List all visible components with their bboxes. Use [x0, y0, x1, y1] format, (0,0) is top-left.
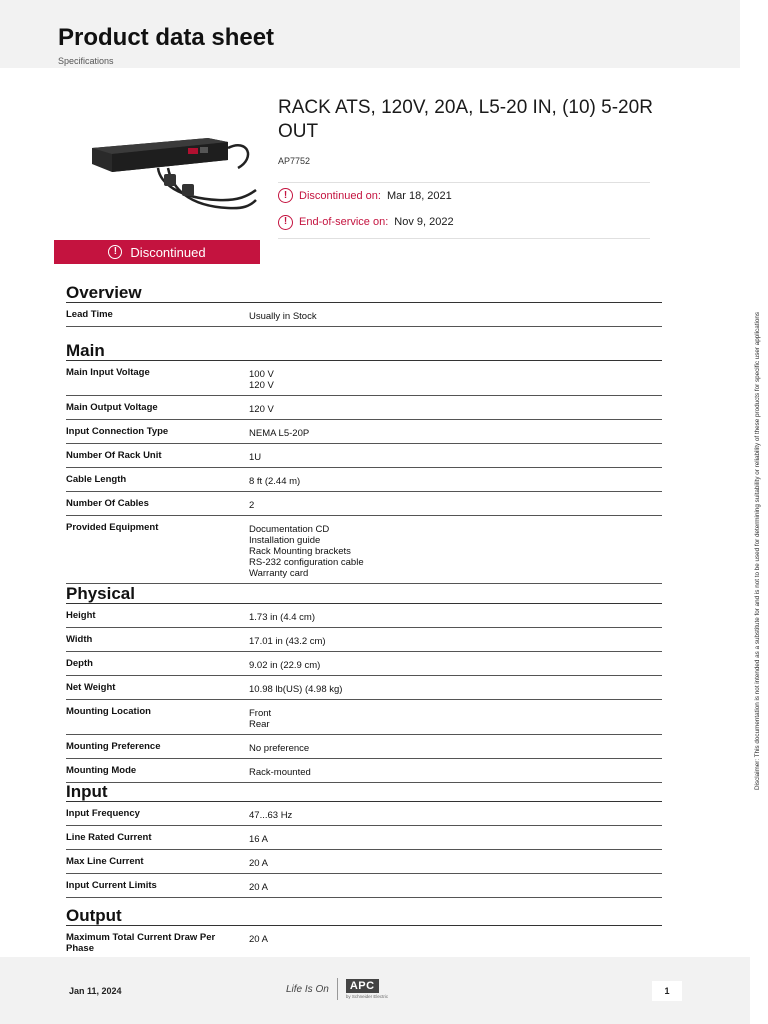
spec-value: Rear: [249, 719, 270, 730]
spec-values: [249, 610, 662, 623]
spec-row: [66, 303, 662, 327]
exclamation-circle-icon: !: [278, 215, 293, 230]
spec-row: [66, 361, 662, 396]
apc-logo: [346, 979, 388, 999]
discontinued-date-line: [278, 182, 650, 208]
spec-value: Rack Mounting brackets: [249, 546, 351, 557]
apc-subtext: by Schneider Electric: [345, 994, 389, 999]
spec-label: Provided Equipment: [66, 522, 159, 533]
spec-value: 1U: [249, 452, 262, 463]
spec-values: [249, 808, 662, 821]
status-label: Discontinued on:: [299, 189, 381, 202]
spec-label: Width: [66, 634, 93, 645]
spec-row: [66, 802, 662, 826]
spec-values: [249, 658, 662, 671]
section-input: [66, 782, 662, 898]
spec-values: [249, 932, 662, 954]
spec-values: [249, 856, 662, 869]
status-value: Mar 18, 2021: [386, 189, 452, 202]
status-label: End-of-service on:: [299, 216, 389, 228]
brand-logo: [286, 978, 388, 1000]
section-physical: [66, 584, 662, 783]
spec-label: Cable Length: [66, 474, 127, 485]
spec-label: Max Line Current: [66, 856, 144, 867]
spec-row: [66, 759, 662, 783]
spec-values: [249, 309, 662, 322]
spec-values: [249, 765, 662, 778]
spec-value: No preference: [249, 743, 310, 754]
spec-row: [66, 396, 662, 420]
spec-row: [66, 850, 662, 874]
discontinued-banner: [54, 240, 260, 264]
spec-label: Line Rated Current: [66, 832, 152, 843]
spec-row: [66, 700, 662, 735]
spec-value: Usually in Stock: [249, 311, 317, 322]
spec-values: [249, 450, 662, 463]
spec-value: RS-232 configuration cable: [249, 557, 364, 568]
spec-row: [66, 874, 662, 898]
spec-values: [249, 426, 662, 439]
page-number: 1: [652, 981, 682, 1001]
spec-row: [66, 926, 662, 958]
spec-value: Documentation CD: [249, 524, 330, 535]
spec-row: [66, 652, 662, 676]
section-title: Overview: [66, 283, 662, 303]
spec-value: 47...63 Hz: [249, 810, 293, 821]
spec-label: Depth: [66, 658, 93, 669]
spec-row: [66, 420, 662, 444]
exclamation-circle-icon: !: [278, 188, 293, 203]
spec-values: [249, 832, 662, 845]
spec-label: Input Frequency: [66, 808, 140, 819]
page-subtitle: Specifications: [58, 56, 114, 66]
spec-value: 20 A: [249, 858, 269, 869]
logo-divider: [337, 978, 338, 1000]
spec-value: 8 ft (2.44 m): [249, 476, 301, 487]
section-main: [66, 341, 662, 584]
spec-row: [66, 676, 662, 700]
spec-values: [249, 367, 662, 391]
spec-row: [66, 444, 662, 468]
spec-value: 2: [249, 500, 255, 511]
end-of-service-line: [278, 209, 650, 235]
spec-label: Lead Time: [66, 309, 113, 320]
section-title: Main: [66, 341, 662, 361]
disclaimer: Disclaimer: This documentation is not intended as a substitute for and is not to be used for determining suitability or reliability of these products for specific user applications: [754, 312, 761, 790]
spec-label: Mounting Mode: [66, 765, 137, 776]
spec-values: [249, 741, 662, 754]
spec-label: Net Weight: [66, 682, 116, 693]
tagline: Life Is On: [286, 983, 329, 995]
spec-values: [249, 880, 662, 893]
spec-row: [66, 492, 662, 516]
spec-value: Front: [249, 708, 272, 719]
spec-value: Rack-mounted: [249, 767, 311, 778]
spec-label: Mounting Preference: [66, 741, 161, 752]
spec-label: Mounting Location: [66, 706, 151, 717]
spec-values: [249, 474, 662, 487]
spec-values: [249, 706, 662, 730]
spec-value: 16 A: [249, 834, 269, 845]
spec-label: Height: [66, 610, 96, 621]
spec-values: [249, 498, 662, 511]
product-title: RACK ATS, 120V, 20A, L5-20 IN, (10) 5-20R OUT: [278, 97, 653, 142]
section-output: [66, 906, 662, 958]
spec-label: Input Current Limits: [66, 880, 157, 891]
section-title: Physical: [66, 584, 662, 604]
section-title: Output: [66, 906, 662, 926]
spec-value: 9.02 in (22.9 cm): [249, 660, 321, 671]
footer-date: Jan 11, 2024: [69, 986, 122, 996]
section-title: Input: [66, 782, 662, 802]
spec-values: [249, 522, 662, 579]
product-sku: AP7752: [278, 156, 311, 166]
spec-label: Main Output Voltage: [66, 402, 158, 413]
spec-row: [66, 468, 662, 492]
spec-values: [249, 402, 662, 415]
spec-label: Input Connection Type: [66, 426, 169, 437]
spec-label: Maximum Total Current Draw Per Phase: [66, 932, 216, 954]
status-value: Nov 9, 2022: [394, 216, 454, 228]
spec-value: Warranty card: [249, 568, 309, 579]
spec-row: [66, 628, 662, 652]
exclamation-circle-icon: !: [108, 245, 122, 259]
spec-row: [66, 604, 662, 628]
spec-value: Installation guide: [249, 535, 321, 546]
spec-label: Main Input Voltage: [66, 367, 150, 378]
spec-value: 20 A: [249, 882, 269, 893]
spec-value: NEMA L5-20P: [249, 428, 310, 439]
spec-row: [66, 516, 662, 584]
spec-value: 100 V: [249, 369, 274, 380]
spec-value: 17.01 in (43.2 cm): [249, 636, 326, 647]
spec-values: [249, 634, 662, 647]
status-divider: [278, 238, 650, 239]
spec-value: 1.73 in (4.4 cm): [249, 612, 315, 623]
spec-value: 120 V: [249, 404, 274, 415]
spec-value: 10.98 lb(US) (4.98 kg): [249, 684, 343, 695]
page-title: Product data sheet: [58, 24, 275, 51]
spec-label: Number Of Cables: [66, 498, 149, 509]
spec-value: 120 V: [249, 380, 274, 391]
spec-row: [66, 826, 662, 850]
spec-label: Number Of Rack Unit: [66, 450, 162, 461]
discontinued-banner-label: Discontinued: [130, 244, 206, 260]
section-overview: [66, 283, 662, 327]
product-image: [88, 128, 258, 218]
spec-value: 20 A: [249, 934, 269, 945]
apc-wordmark: APC: [346, 979, 379, 993]
spec-row: [66, 735, 662, 759]
spec-values: [249, 682, 662, 695]
